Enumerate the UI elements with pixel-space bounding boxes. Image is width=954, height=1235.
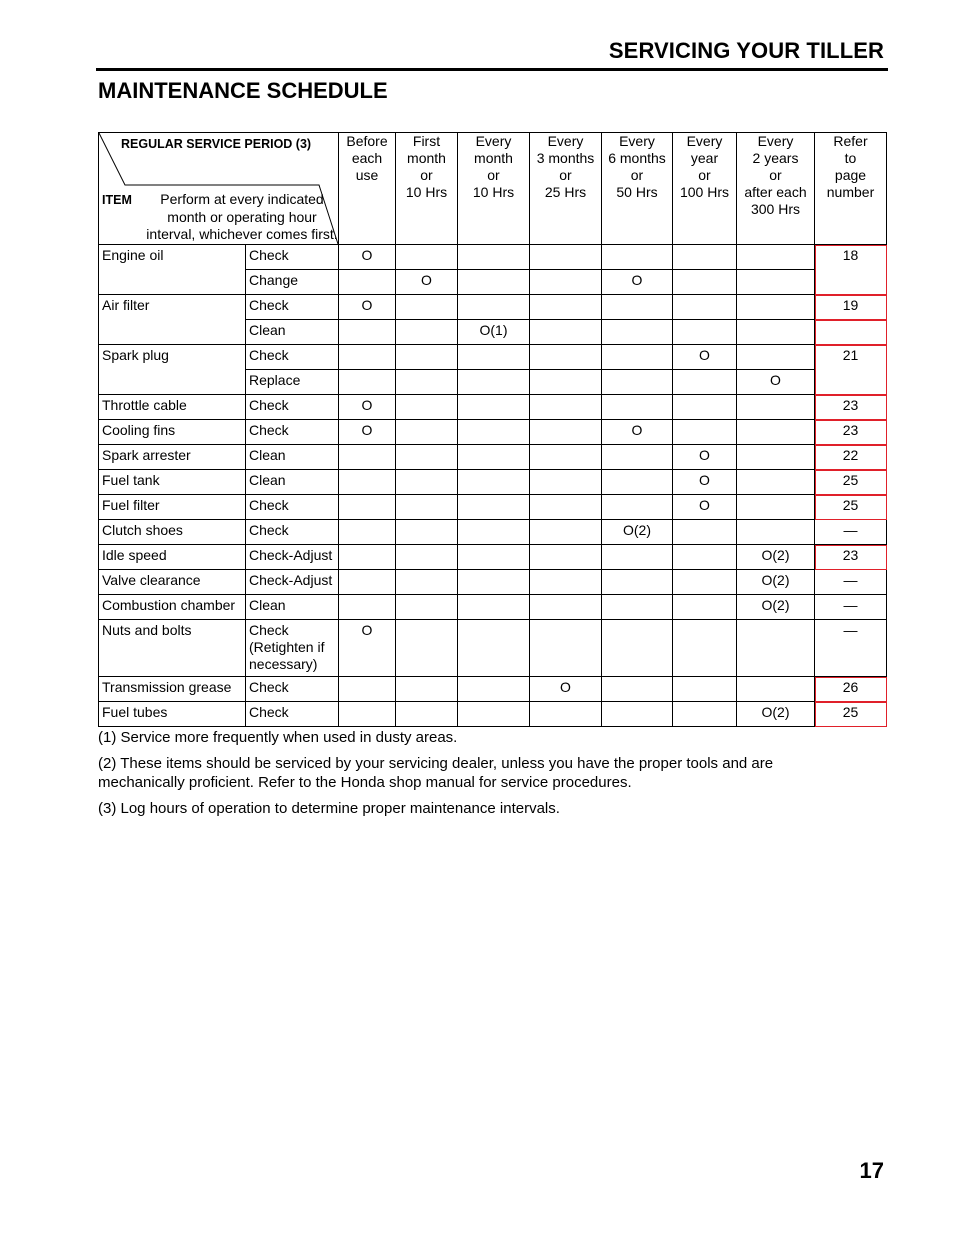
table-row	[99, 245, 887, 270]
interval-mark-cell	[339, 570, 396, 595]
action-cell: Clean	[246, 595, 339, 620]
item-cell: Air filter	[99, 295, 246, 320]
item-cell: Throttle cable	[99, 395, 246, 420]
interval-mark-cell: O	[339, 420, 396, 445]
interval-mark-cell: O	[673, 445, 737, 470]
page-ref-cell: 22	[815, 445, 887, 470]
interval-mark-cell	[396, 370, 458, 395]
page-ref-cell: —	[815, 620, 887, 677]
interval-mark-cell	[339, 702, 396, 727]
interval-mark-cell	[396, 345, 458, 370]
interval-mark-cell	[673, 320, 737, 345]
interval-mark-cell	[458, 395, 530, 420]
page-ref-cell: —	[815, 520, 887, 545]
column-header-line: Every	[475, 133, 512, 149]
interval-mark-cell	[458, 245, 530, 270]
item-cell: Nuts and bolts	[99, 620, 246, 677]
interval-mark-cell	[458, 295, 530, 320]
interval-mark-cell	[530, 270, 602, 295]
action-cell: Check (Retighten if necessary)	[246, 620, 339, 677]
interval-mark-cell	[458, 677, 530, 702]
table-row	[99, 570, 887, 595]
interval-mark-cell	[530, 495, 602, 520]
interval-mark-cell	[396, 545, 458, 570]
column-header-line: or	[698, 167, 711, 183]
interval-mark-cell	[673, 270, 737, 295]
action-cell: Check-Adjust	[246, 545, 339, 570]
interval-mark-cell	[339, 595, 396, 620]
table-row	[99, 595, 887, 620]
item-cell: Fuel filter	[99, 495, 246, 520]
interval-mark-cell	[602, 495, 673, 520]
interval-mark-cell	[602, 295, 673, 320]
interval-mark-cell	[673, 702, 737, 727]
interval-mark-cell	[530, 702, 602, 727]
interval-mark-cell: O	[339, 245, 396, 270]
column-header-2	[458, 133, 530, 245]
interval-mark-cell	[673, 545, 737, 570]
interval-mark-cell	[458, 270, 530, 295]
interval-mark-cell	[673, 520, 737, 545]
item-cell	[99, 270, 246, 295]
page-ref-cell: 21	[815, 345, 887, 395]
interval-mark-cell	[673, 395, 737, 420]
interval-mark-cell	[458, 702, 530, 727]
interval-mark-cell	[602, 620, 673, 677]
interval-mark-cell	[530, 570, 602, 595]
interval-mark-cell	[602, 345, 673, 370]
interval-mark-cell	[396, 445, 458, 470]
page-ref-cell	[815, 320, 887, 345]
action-cell: Check	[246, 495, 339, 520]
interval-mark-cell	[602, 370, 673, 395]
page-ref-cell: 25	[815, 470, 887, 495]
column-header-3	[530, 133, 602, 245]
interval-mark-cell	[737, 677, 815, 702]
interval-mark-cell: O	[339, 395, 396, 420]
interval-mark-cell	[530, 320, 602, 345]
column-header-line: 6 months	[608, 150, 666, 166]
column-header-line: month or	[407, 150, 446, 183]
interval-mark-cell	[737, 445, 815, 470]
interval-mark-cell	[530, 345, 602, 370]
interval-mark-cell	[737, 295, 815, 320]
interval-mark-cell	[339, 320, 396, 345]
interval-mark-cell	[602, 470, 673, 495]
column-header-line: 2 years	[752, 150, 799, 166]
interval-mark-cell	[458, 620, 530, 677]
action-cell: Change	[246, 270, 339, 295]
interval-mark-cell: O	[737, 370, 815, 395]
action-cell: Check	[246, 677, 339, 702]
page-ref-cell: 25	[815, 702, 887, 727]
page-heading: MAINTENANCE SCHEDULE	[98, 78, 388, 103]
interval-mark-cell	[673, 620, 737, 677]
interval-mark-cell	[458, 545, 530, 570]
table-row	[99, 470, 887, 495]
column-header-line: 25 Hrs	[544, 184, 587, 200]
item-cell: Clutch shoes	[99, 520, 246, 545]
interval-mark-cell	[339, 345, 396, 370]
interval-mark-cell	[339, 470, 396, 495]
interval-mark-cell	[396, 677, 458, 702]
interval-mark-cell	[339, 677, 396, 702]
column-header-line: year	[690, 150, 719, 166]
page-ref-cell: 18	[815, 245, 887, 295]
table-header-row	[99, 133, 887, 245]
column-header-line: 10 Hrs	[472, 184, 515, 200]
interval-mark-cell	[530, 245, 602, 270]
page-ref-cell: —	[815, 570, 887, 595]
table-row	[99, 620, 887, 677]
interval-mark-cell	[339, 445, 396, 470]
action-cell: Replace	[246, 370, 339, 395]
interval-mark-cell	[396, 570, 458, 595]
interval-mark-cell	[673, 245, 737, 270]
column-header-line: Every	[547, 133, 584, 149]
item-cell: Transmission grease	[99, 677, 246, 702]
table-row	[99, 345, 887, 370]
table-row	[99, 677, 887, 702]
table-row	[99, 445, 887, 470]
interval-mark-cell: O	[396, 270, 458, 295]
footnote-2: (2) These items should be serviced by your servicing dealer, unless you have the proper tools and are mechanically proficient. Refer to the Honda shop manual for service procedures.	[98, 754, 774, 791]
interval-mark-cell	[737, 620, 815, 677]
interval-mark-cell	[673, 677, 737, 702]
footnotes	[98, 728, 818, 824]
column-header-line: or	[487, 167, 500, 183]
action-cell: Check	[246, 245, 339, 270]
interval-mark-cell	[602, 445, 673, 470]
table-row	[99, 495, 887, 520]
maintenance-schedule-table	[98, 132, 887, 727]
item-cell	[99, 370, 246, 395]
interval-mark-cell	[737, 520, 815, 545]
item-description: Perform at every indicated month or operating hour interval, whichever comes first.	[146, 191, 338, 242]
table-row	[99, 702, 887, 727]
title-rule	[96, 68, 888, 71]
interval-mark-cell	[396, 702, 458, 727]
column-header-line: each	[351, 150, 383, 166]
interval-mark-cell	[396, 295, 458, 320]
interval-mark-cell	[458, 420, 530, 445]
column-header-line: 100 Hrs	[679, 184, 730, 200]
interval-mark-cell	[339, 545, 396, 570]
page-ref-cell: —	[815, 595, 887, 620]
interval-mark-cell	[673, 420, 737, 445]
interval-mark-cell	[737, 495, 815, 520]
interval-mark-cell	[602, 395, 673, 420]
action-cell: Check-Adjust	[246, 570, 339, 595]
interval-mark-cell: O	[602, 420, 673, 445]
interval-mark-cell	[673, 295, 737, 320]
column-header-line: use	[355, 167, 379, 183]
interval-mark-cell: O	[602, 270, 673, 295]
interval-mark-cell: O	[673, 495, 737, 520]
action-cell: Clean	[246, 470, 339, 495]
table-row	[99, 545, 887, 570]
interval-mark-cell	[737, 345, 815, 370]
table-row	[99, 370, 887, 395]
footnote-1: (1) Service more frequently when used in dusty areas.	[98, 729, 458, 746]
interval-mark-cell: O(2)	[737, 595, 815, 620]
column-header-7	[815, 133, 887, 245]
action-cell: Check	[246, 520, 339, 545]
table-row	[99, 395, 887, 420]
interval-mark-cell: O	[673, 345, 737, 370]
column-header-line: 300 Hrs	[750, 201, 801, 217]
column-header-4	[602, 133, 673, 245]
interval-mark-cell	[530, 370, 602, 395]
column-header-line: 10 Hrs	[405, 184, 448, 200]
interval-mark-cell	[737, 420, 815, 445]
table-row	[99, 320, 887, 345]
column-header-line: or	[559, 167, 572, 183]
table-row	[99, 270, 887, 295]
interval-mark-cell	[396, 495, 458, 520]
interval-mark-cell	[458, 470, 530, 495]
interval-mark-cell	[396, 395, 458, 420]
interval-mark-cell: O	[530, 677, 602, 702]
interval-mark-cell	[602, 320, 673, 345]
interval-mark-cell	[339, 370, 396, 395]
item-cell: Fuel tubes	[99, 702, 246, 727]
page-number: 17	[859, 1158, 884, 1183]
column-header-line: page	[834, 167, 867, 183]
interval-mark-cell	[530, 470, 602, 495]
action-cell: Check	[246, 345, 339, 370]
column-header-line: 50 Hrs	[616, 184, 658, 200]
column-header-line: or	[769, 167, 782, 183]
action-cell: Check	[246, 395, 339, 420]
interval-mark-cell	[737, 270, 815, 295]
interval-mark-cell	[530, 445, 602, 470]
action-cell: Check	[246, 420, 339, 445]
table-corner-cell	[99, 133, 339, 245]
column-header-line: or	[630, 167, 644, 183]
column-header-line: Every	[686, 133, 723, 149]
action-cell: Check	[246, 295, 339, 320]
item-label: ITEM	[102, 193, 132, 207]
interval-mark-cell: O(2)	[602, 520, 673, 545]
interval-mark-cell	[396, 595, 458, 620]
action-cell: Clean	[246, 320, 339, 345]
interval-mark-cell	[602, 677, 673, 702]
interval-mark-cell	[530, 545, 602, 570]
interval-mark-cell	[673, 370, 737, 395]
item-cell: Engine oil	[99, 245, 246, 270]
interval-mark-cell	[458, 520, 530, 545]
interval-mark-cell	[602, 595, 673, 620]
item-cell: Combustion chamber	[99, 595, 246, 620]
interval-mark-cell	[602, 245, 673, 270]
interval-mark-cell: O(1)	[458, 320, 530, 345]
table-row	[99, 295, 887, 320]
column-header-line: Before	[346, 133, 388, 149]
item-cell: Spark plug	[99, 345, 246, 370]
interval-mark-cell	[396, 470, 458, 495]
column-header-line: after each	[744, 184, 807, 200]
item-cell: Cooling fins	[99, 420, 246, 445]
item-cell: Spark arrester	[99, 445, 246, 470]
interval-mark-cell	[458, 370, 530, 395]
action-cell: Check	[246, 702, 339, 727]
item-cell: Valve clearance	[99, 570, 246, 595]
column-header-line: First	[412, 133, 441, 149]
page-ref-cell: 19	[815, 295, 887, 320]
interval-mark-cell	[458, 595, 530, 620]
column-header-line: Every	[757, 133, 794, 149]
column-header-1	[396, 133, 458, 245]
interval-mark-cell: O	[339, 620, 396, 677]
interval-mark-cell	[737, 470, 815, 495]
interval-mark-cell	[396, 245, 458, 270]
interval-mark-cell	[396, 620, 458, 677]
section-title: SERVICING YOUR TILLER	[608, 38, 884, 63]
interval-mark-cell: O	[673, 470, 737, 495]
regular-service-period-label: REGULAR SERVICE PERIOD (3)	[121, 137, 312, 151]
column-header-line: Refer	[833, 133, 868, 149]
action-cell: Clean	[246, 445, 339, 470]
table-row	[99, 420, 887, 445]
item-cell: Idle speed	[99, 545, 246, 570]
interval-mark-cell	[458, 570, 530, 595]
interval-mark-cell: O(2)	[737, 702, 815, 727]
page-ref-cell: 23	[815, 545, 887, 570]
interval-mark-cell	[737, 245, 815, 270]
interval-mark-cell	[530, 420, 602, 445]
interval-mark-cell	[396, 520, 458, 545]
page-ref-cell: 25	[815, 495, 887, 520]
interval-mark-cell	[530, 620, 602, 677]
interval-mark-cell	[530, 595, 602, 620]
interval-mark-cell	[602, 702, 673, 727]
item-cell: Fuel tank	[99, 470, 246, 495]
interval-mark-cell	[339, 520, 396, 545]
interval-mark-cell	[530, 395, 602, 420]
interval-mark-cell	[339, 270, 396, 295]
column-header-line: number	[826, 184, 875, 200]
column-header-line: Every	[619, 133, 655, 149]
interval-mark-cell	[396, 420, 458, 445]
interval-mark-cell	[530, 520, 602, 545]
column-header-line: to	[844, 150, 857, 166]
column-header-line: 3 months	[536, 150, 595, 166]
interval-mark-cell	[737, 395, 815, 420]
interval-mark-cell	[339, 495, 396, 520]
interval-mark-cell	[737, 320, 815, 345]
column-header-6	[737, 133, 815, 245]
interval-mark-cell: O(2)	[737, 545, 815, 570]
column-header-line: month	[474, 150, 513, 166]
table-row	[99, 520, 887, 545]
interval-mark-cell	[458, 345, 530, 370]
item-cell	[99, 320, 246, 345]
interval-mark-cell	[458, 445, 530, 470]
footnote-3: (3) Log hours of operation to determine proper maintenance intervals.	[98, 799, 560, 817]
interval-mark-cell	[673, 595, 737, 620]
interval-mark-cell	[396, 320, 458, 345]
column-header-5	[673, 133, 737, 245]
interval-mark-cell	[458, 495, 530, 520]
interval-mark-cell: O(2)	[737, 570, 815, 595]
interval-mark-cell	[530, 295, 602, 320]
interval-mark-cell	[673, 570, 737, 595]
page-ref-cell: 23	[815, 395, 887, 420]
interval-mark-cell: O	[339, 295, 396, 320]
interval-mark-cell	[602, 570, 673, 595]
interval-mark-cell	[602, 545, 673, 570]
page-ref-cell: 23	[815, 420, 887, 445]
page-ref-cell: 26	[815, 677, 887, 702]
column-header-0	[339, 133, 396, 245]
